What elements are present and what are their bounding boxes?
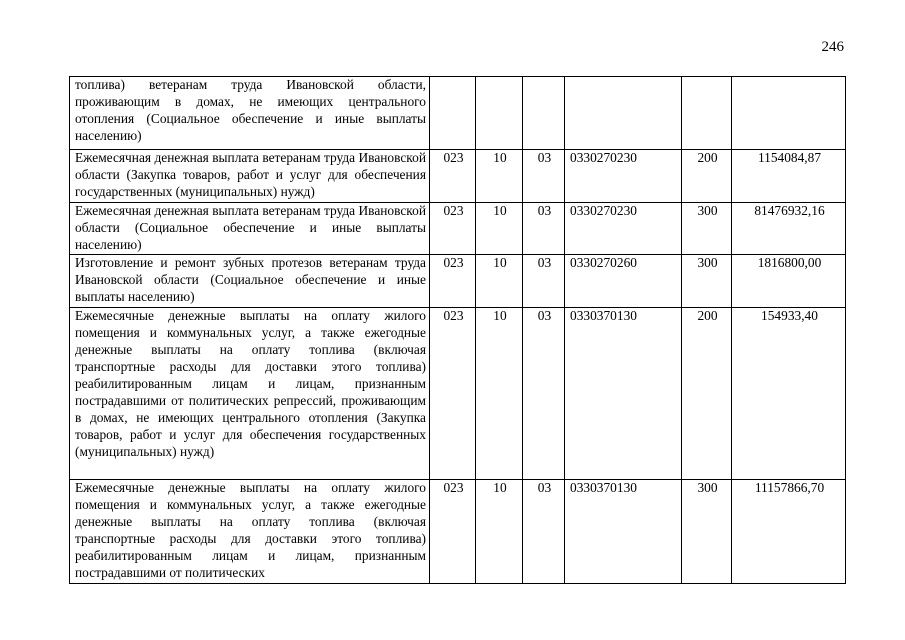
description-cell: Ежемесячные денежные выплаты на оплату жилого помещения и коммунальных услуг, а также ежегодные денежные выплаты на оплату топлива (включая транспортные расходы для доставки этого топлива) реабилитированным лицам и лицам, признанным пострадавшими от политических репрессий, проживающим в домах, не имеющих центрального отопления (Закупка товаров, работ и услуг для обеспечения государственных (муниципальных) нужд) — [70, 308, 430, 480]
expense-type-cell: 300 — [682, 202, 732, 255]
ministry-code-cell: 023 — [430, 255, 476, 308]
section-code-cell: 10 — [476, 308, 523, 480]
description-cell: Ежемесячная денежная выплата ветеранам труда Ивановской области (Закупка товаров, работ и услуг для обеспечения государственных (муниципальных) нужд) — [70, 150, 430, 203]
expense-type-cell: 200 — [682, 308, 732, 480]
description-cell: Ежемесячная денежная выплата ветеранам труда Ивановской области (Социальное обеспечение и иные выплаты населению) — [70, 202, 430, 255]
expense-type-cell — [682, 77, 732, 150]
subsection-code-cell: 03 — [523, 308, 565, 480]
ministry-code-cell — [430, 77, 476, 150]
description-cell: Изготовление и ремонт зубных протезов ветеранам труда Ивановской области (Социальное обеспечение и иные выплаты населению) — [70, 255, 430, 308]
amount-cell — [732, 77, 846, 150]
section-code-cell: 10 — [476, 255, 523, 308]
subsection-code-cell — [523, 77, 565, 150]
table-row — [70, 308, 846, 480]
subsection-code-cell: 03 — [523, 202, 565, 255]
target-article-cell: 0330270230 — [565, 150, 682, 203]
table-row — [70, 150, 846, 203]
amount-cell: 11157866,70 — [732, 480, 846, 583]
subsection-code-cell: 03 — [523, 255, 565, 308]
target-article-cell: 0330270230 — [565, 202, 682, 255]
section-code-cell: 10 — [476, 150, 523, 203]
amount-cell: 81476932,16 — [732, 202, 846, 255]
description-cell: Ежемесячные денежные выплаты на оплату жилого помещения и коммунальных услуг, а также ежегодные денежные выплаты на оплату топлива (включая транспортные расходы для доставки этого топлива) реабилитированным лицам и лицам, признанным пострадавшими от политических — [70, 480, 430, 583]
target-article-cell — [565, 77, 682, 150]
section-code-cell: 10 — [476, 480, 523, 583]
target-article-cell: 0330370130 — [565, 308, 682, 480]
subsection-code-cell: 03 — [523, 150, 565, 203]
amount-cell: 1154084,87 — [732, 150, 846, 203]
amount-cell: 154933,40 — [732, 308, 846, 480]
section-code-cell — [476, 77, 523, 150]
amount-cell: 1816800,00 — [732, 255, 846, 308]
expense-type-cell: 300 — [682, 480, 732, 583]
table-row — [70, 202, 846, 255]
ministry-code-cell: 023 — [430, 480, 476, 583]
ministry-code-cell: 023 — [430, 150, 476, 203]
table-row — [70, 77, 846, 150]
section-code-cell: 10 — [476, 202, 523, 255]
description-cell: топлива) ветеранам труда Ивановской области, проживающим в домах, не имеющих центрального отопления (Социальное обеспечение и иные выплаты населению) — [70, 77, 430, 150]
page-number: 246 — [821, 39, 844, 55]
subsection-code-cell: 03 — [523, 480, 565, 583]
target-article-cell: 0330270260 — [565, 255, 682, 308]
ministry-code-cell: 023 — [430, 202, 476, 255]
expense-type-cell: 300 — [682, 255, 732, 308]
target-article-cell: 0330370130 — [565, 480, 682, 583]
table-row — [70, 480, 846, 583]
expense-type-cell: 200 — [682, 150, 732, 203]
budget-table — [69, 76, 846, 584]
ministry-code-cell: 023 — [430, 308, 476, 480]
table-row — [70, 255, 846, 308]
